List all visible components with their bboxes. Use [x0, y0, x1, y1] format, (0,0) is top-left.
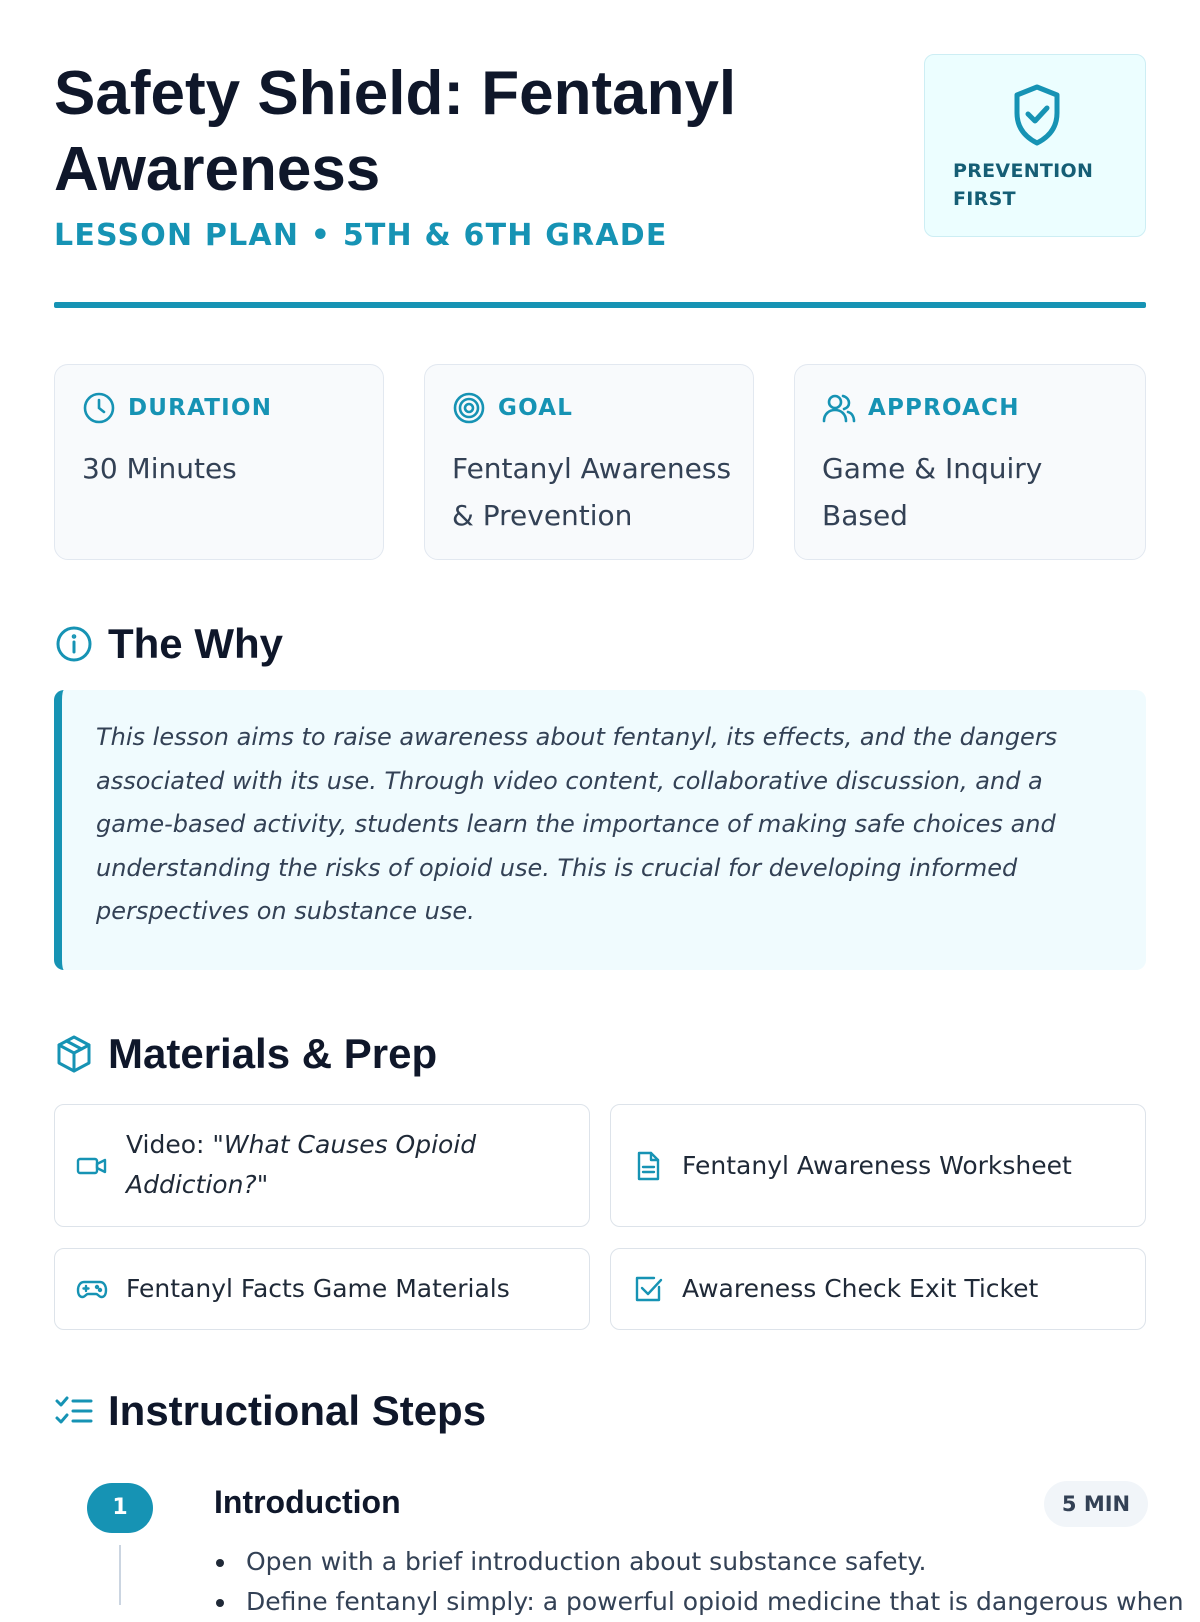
section-header-materials	[54, 1030, 437, 1078]
material-item-video[interactable]	[54, 1104, 590, 1227]
section-title: The Why	[108, 620, 283, 667]
section-title: Instructional Steps	[108, 1387, 487, 1434]
section-title: Materials & Prep	[108, 1030, 438, 1077]
step-title: Introduction	[214, 1484, 401, 1520]
list-item: Define fentanyl simply: a powerful opioid medicine that is dangerous when	[246, 1582, 1146, 1622]
step-duration-badge: 5 MIN	[1044, 1481, 1148, 1527]
info-icon	[54, 624, 94, 664]
section-header-steps	[54, 1387, 486, 1435]
material-label: Fentanyl Facts Game Materials	[126, 1274, 510, 1303]
info-card-goal	[424, 364, 754, 560]
material-item-exit-ticket[interactable]	[610, 1248, 1146, 1330]
page-title: Safety Shield: Fentanyl Awareness	[54, 59, 737, 204]
material-label	[126, 1125, 566, 1205]
video-icon	[76, 1150, 108, 1182]
info-card-value: 30 Minutes	[82, 452, 237, 485]
step-bullet-list	[246, 1542, 1184, 1622]
material-item-game[interactable]	[54, 1248, 590, 1330]
why-callout	[54, 690, 1146, 970]
info-card-label: APPROACH	[868, 395, 1020, 421]
package-icon	[54, 1034, 94, 1074]
target-icon	[452, 391, 486, 425]
section-header-why	[54, 620, 283, 668]
prevention-badge	[924, 54, 1146, 237]
material-label: Fentanyl Awareness Worksheet	[682, 1151, 1072, 1180]
header-divider	[54, 302, 1146, 308]
list-checks-icon	[54, 1391, 94, 1431]
document-icon	[632, 1150, 664, 1182]
page-subtitle: LESSON PLAN • 5TH & 6TH GRADE	[54, 218, 668, 253]
list-item: Open with a brief introduction about substance safety.	[246, 1542, 1146, 1582]
info-card-value: Game & Inquiry Based	[822, 452, 1043, 532]
info-card-duration	[54, 364, 384, 560]
step-timeline-line	[119, 1545, 121, 1605]
info-card-label: DURATION	[128, 395, 273, 421]
material-prefix: Video:	[126, 1130, 213, 1159]
lesson-plan-page	[54, 0, 1184, 1616]
users-icon	[822, 391, 856, 425]
info-card-label: GOAL	[498, 395, 574, 421]
step-number-badge: 1	[87, 1483, 153, 1533]
material-label: Awareness Check Exit Ticket	[682, 1274, 1039, 1303]
info-card-value: Fentanyl Awareness & Prevention	[452, 452, 732, 532]
checkbox-icon	[632, 1273, 664, 1305]
shield-check-icon	[1011, 83, 1063, 147]
gamepad-icon	[76, 1273, 108, 1305]
badge-label: PREVENTION FIRST	[953, 160, 1094, 210]
info-card-approach	[794, 364, 1146, 560]
video-title: "What Causes Opioid Addiction?"	[126, 1130, 477, 1199]
why-text: This lesson aims to raise awareness about fentanyl, its effects, and the dangers associated with its use. Through video content, collaborative discussion, and a game-based activity, students learn the importance of making safe choices and understanding the risks of opioid use. This is crucial for developing informed perspectives on substance use.	[96, 723, 1058, 925]
material-item-worksheet[interactable]	[610, 1104, 1146, 1227]
clock-icon	[82, 391, 116, 425]
